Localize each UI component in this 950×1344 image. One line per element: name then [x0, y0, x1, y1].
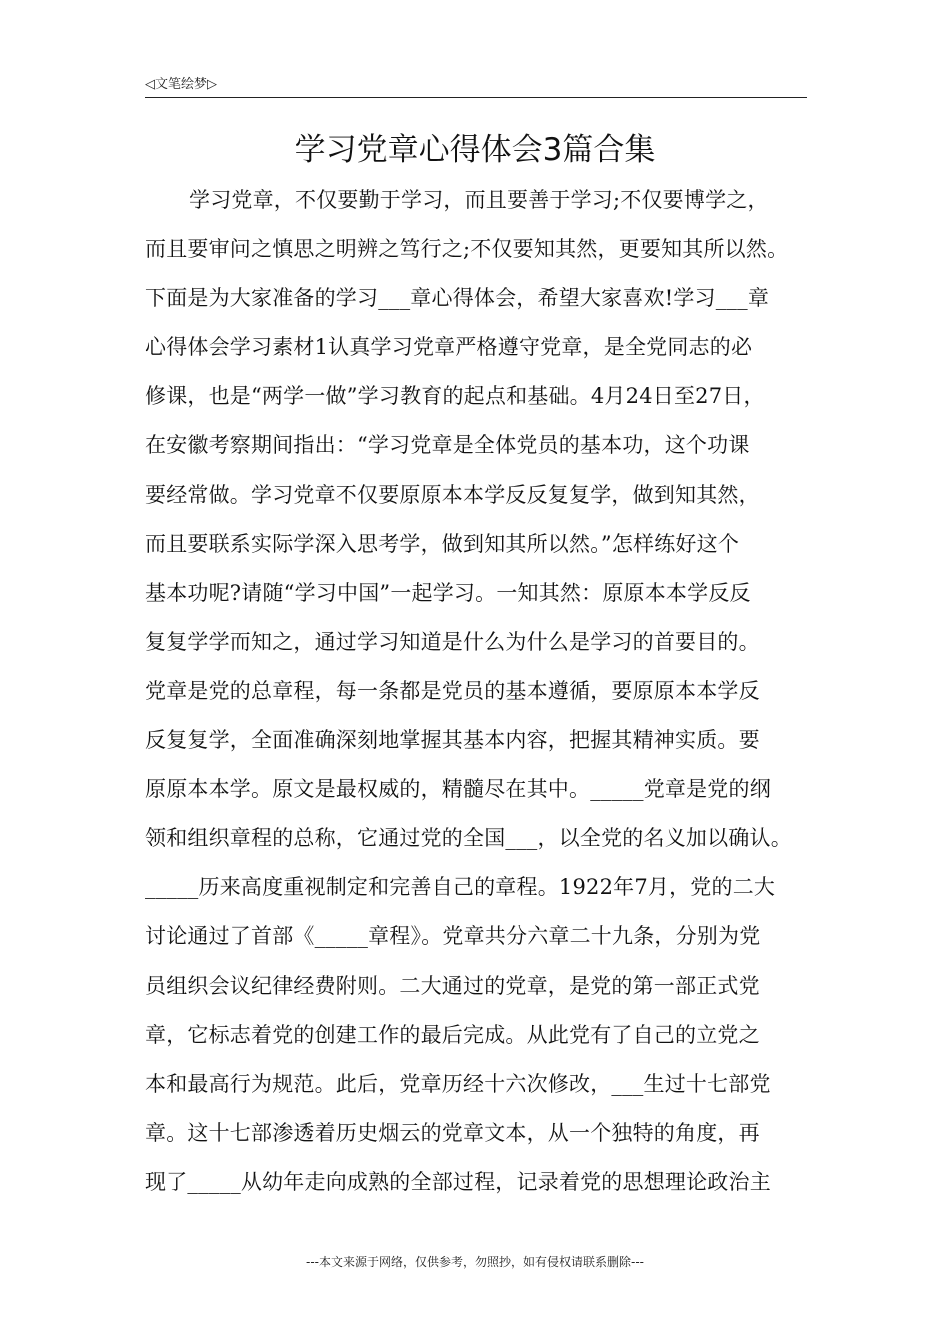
header-divider: [145, 97, 807, 98]
body-line: 员组织会议纪律经费附则。二大通过的党章，是党的第一部正式党: [145, 973, 760, 998]
header-brand: ◁文笔绘梦▷: [145, 77, 217, 92]
body-line: 讨论通过了首部《_____章程》。党章共分六章二十九条，分别为党: [145, 924, 761, 949]
body-line: 章，它标志着党的创建工作的最后完成。从此党有了自己的立党之: [145, 1022, 760, 1047]
document-body: [145, 180, 809, 1211]
body-line: _____历来高度重视制定和完善自己的章程。1922年7月，党的二大: [145, 875, 776, 900]
body-line: 原原本本学。原文是最权威的，精髓尽在其中。_____党章是党的纲: [145, 777, 771, 802]
body-line: 反复复学，全面准确深刻地掌握其基本内容，把握其精神实质。要: [145, 728, 760, 753]
body-line: 学习党章，不仅要勤于学习，而且要善于学习;不仅要博学之，: [189, 188, 769, 212]
body-line: 章。这十七部渗透着历史烟云的党章文本，从一个独特的角度，再: [145, 1120, 760, 1145]
body-line: 复复学学而知之，通过学习知道是什么为什么是学习的首要目的。: [145, 629, 760, 654]
body-line: 现了_____从幼年走向成熟的全部过程，记录着党的思想理论政治主: [145, 1169, 771, 1194]
footer-disclaimer: ---本文来源于网络，仅供参考，勿照抄，如有侵权请联系删除---: [306, 1255, 644, 1269]
body-line: 基本功呢?请随“学习中国”一起学习。一知其然：原原本本学反反: [145, 580, 751, 605]
body-line: 在安徽考察期间指出：“学习党章是全体党员的基本功，这个功课: [145, 433, 750, 458]
body-line: 党章是党的总章程，每一条都是党员的基本遵循，要原原本本学反: [145, 678, 760, 703]
body-line: 下面是为大家准备的学习___章心得体会，希望大家喜欢!学习___章: [145, 286, 770, 311]
body-line: 修课，也是“两学一做”学习教育的起点和基础。4月24日至27日，: [145, 384, 765, 409]
body-line: 要经常做。学习党章不仅要原原本本学反反复复学，做到知其然，: [145, 482, 760, 507]
body-line: 心得体会学习素材1认真学习党章严格遵守党章，是全党同志的必: [145, 335, 753, 360]
body-line: 本和最高行为规范。此后，党章历经十六次修改，___生过十七部党: [145, 1071, 771, 1096]
body-line: 而且要联系实际学深入思考学，做到知其所以然。”怎样练好这个: [145, 531, 740, 556]
document-title: 学习党章心得体会3篇合集: [294, 132, 656, 168]
body-line: 领和组织章程的总称，它通过党的全国___，以全党的名义加以确认。: [145, 826, 792, 851]
body-line: 而且要审问之慎思之明辨之笃行之;不仅要知其然，更要知其所以然。: [145, 237, 789, 262]
